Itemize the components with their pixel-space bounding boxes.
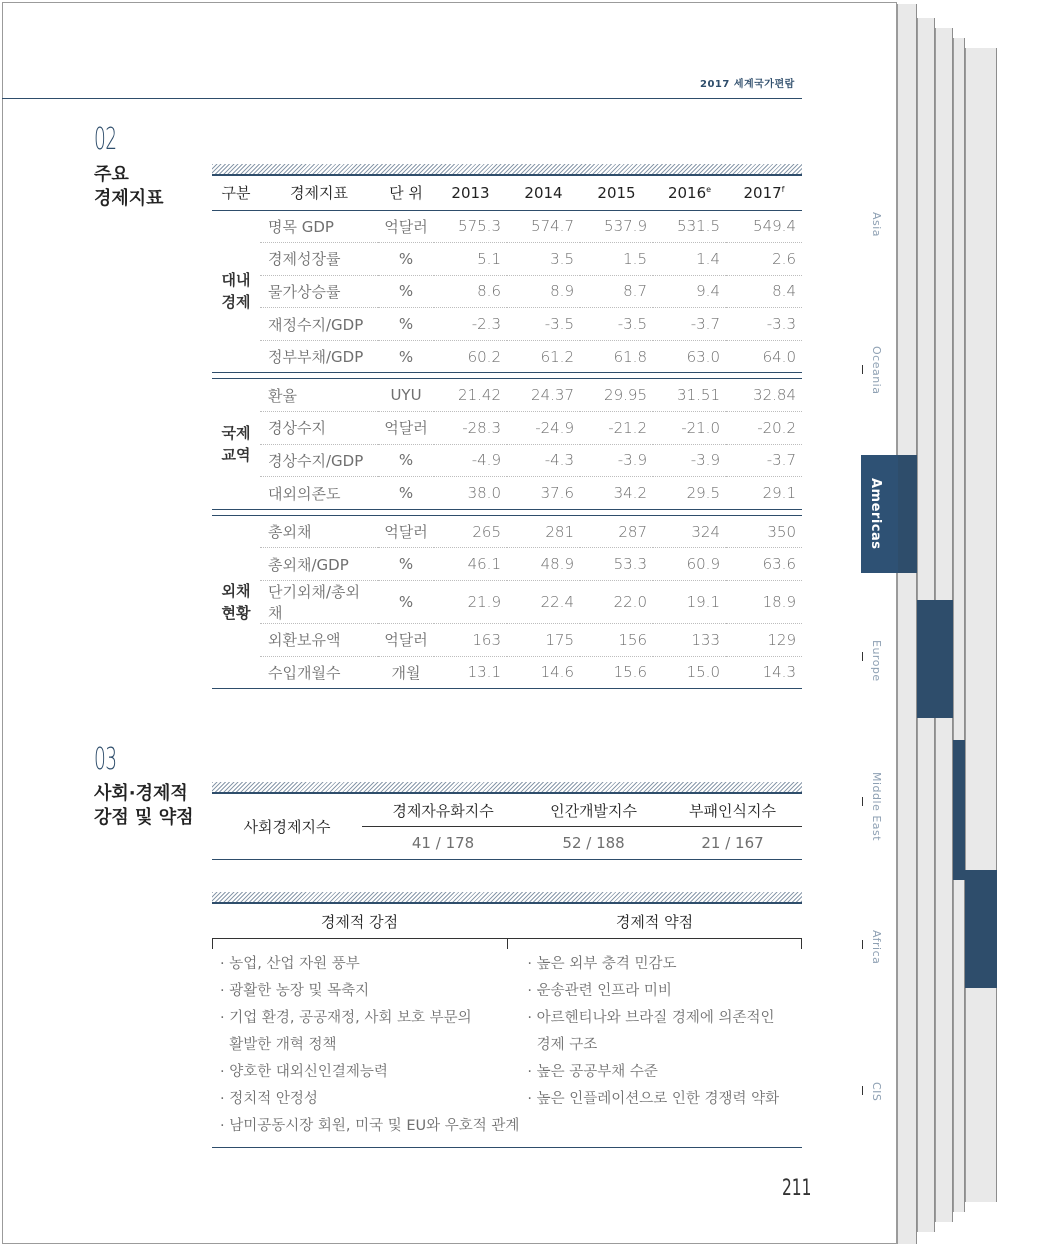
indicator-value: 24.37 xyxy=(507,379,580,412)
table-header-hatch xyxy=(212,164,802,176)
group-label-line: 대내 xyxy=(221,271,251,290)
strengths-header: 경제적 강점 xyxy=(320,913,399,931)
indicator-value: 19.1 xyxy=(653,581,726,624)
indicator-unit: % xyxy=(378,444,434,477)
section-title-line: 강점 및 약점 xyxy=(94,807,194,828)
indicator-value: 18.9 xyxy=(726,581,802,624)
table-row xyxy=(212,444,802,477)
tab-tick xyxy=(862,940,863,949)
page-edge xyxy=(965,48,997,1202)
indicator-unit: % xyxy=(378,477,434,510)
table-row xyxy=(212,624,802,657)
indicator-unit: 억달러 xyxy=(378,210,434,243)
section-title-line: 경제지표 xyxy=(94,188,164,209)
indicator-value: -3.5 xyxy=(507,308,580,341)
indicator-value: -28.3 xyxy=(434,412,507,445)
indicator-value: 46.1 xyxy=(434,548,507,581)
weakness-item: · 높은 외부 충격 민감도 xyxy=(527,956,677,972)
indicator-name: 대외의존도 xyxy=(260,477,378,510)
table-row xyxy=(212,275,802,308)
col-header-year xyxy=(726,176,802,210)
estimate-mark: e xyxy=(706,184,712,194)
indicator-value: -3.5 xyxy=(580,308,653,341)
tab-africa[interactable]: Africa xyxy=(870,930,883,965)
indicator-value: -4.9 xyxy=(434,444,507,477)
indicator-table xyxy=(212,176,802,689)
indicator-value: -3.7 xyxy=(653,308,726,341)
strength-item: · 농업, 산업 자원 풍부 xyxy=(220,956,360,972)
group-label xyxy=(212,210,260,373)
column-tick xyxy=(801,939,802,949)
header-rule xyxy=(2,98,802,99)
indicator-value: 287 xyxy=(580,515,653,548)
indicator-name: 경제성장률 xyxy=(260,243,378,276)
indicator-table-body xyxy=(212,210,802,689)
indicator-value: -24.9 xyxy=(507,412,580,445)
section-number: 02 xyxy=(94,122,117,157)
col-header-group: 구분 xyxy=(212,176,260,210)
indicator-name: 환율 xyxy=(260,379,378,412)
indicator-value: 3.5 xyxy=(507,243,580,276)
indicator-value: 175 xyxy=(507,624,580,657)
strength-item: · 남미공동시장 회원, 미국 및 EU와 우호적 관계 xyxy=(220,1118,520,1134)
indicator-unit: % xyxy=(378,340,434,373)
indicator-value: 8.7 xyxy=(580,275,653,308)
col-header-year: 2013 xyxy=(434,176,507,210)
tab-tick xyxy=(862,365,863,374)
indicator-unit: % xyxy=(378,243,434,276)
edge-tab xyxy=(917,600,953,718)
col-header-unit: 단 위 xyxy=(378,176,434,210)
indicator-unit: % xyxy=(378,548,434,581)
table-row xyxy=(212,515,802,548)
table-header-hatch xyxy=(212,782,802,794)
group-label-line: 외채 xyxy=(221,582,251,601)
indicator-value: 133 xyxy=(653,624,726,657)
index-name: 인간개발지수 xyxy=(524,795,663,826)
tab-tick xyxy=(862,652,863,661)
strength-item: · 정치적 안정성 xyxy=(220,1091,318,1107)
year-label: 2016 xyxy=(667,183,707,202)
page-edge xyxy=(953,38,965,1212)
group-label-line: 교역 xyxy=(221,446,251,465)
strength-item: · 양호한 대외신인결제능력 xyxy=(220,1064,388,1080)
index-label: 사회경제지수 xyxy=(212,795,362,859)
weaknesses-header: 경제적 약점 xyxy=(615,913,694,931)
index-value: 41 / 178 xyxy=(362,826,524,859)
table-row xyxy=(212,243,802,276)
indicator-value: -3.9 xyxy=(653,444,726,477)
group-label-line: 경제 xyxy=(221,293,251,312)
indicator-value: 163 xyxy=(434,624,507,657)
index-table xyxy=(212,795,802,860)
indicator-value: 63.0 xyxy=(653,340,726,373)
indicator-value: 9.4 xyxy=(653,275,726,308)
indicator-value: 29.5 xyxy=(653,477,726,510)
indicator-value: 63.6 xyxy=(726,548,802,581)
indicator-name: 총외채/GDP xyxy=(260,548,378,581)
indicator-value: 38.0 xyxy=(434,477,507,510)
strengths-weaknesses xyxy=(212,906,802,1140)
indicator-name: 경상수지 xyxy=(260,412,378,445)
weakness-item: · 높은 인플레이션으로 인한 경쟁력 약화 xyxy=(527,1091,780,1107)
indicator-value: 265 xyxy=(434,515,507,548)
indicator-value: 537.9 xyxy=(580,210,653,243)
table-row xyxy=(212,412,802,445)
group-label xyxy=(212,515,260,688)
table-row xyxy=(212,548,802,581)
indicator-name: 명목 GDP xyxy=(260,210,378,243)
indicator-name: 단기외채/총외채 xyxy=(260,581,378,624)
indicator-unit: 억달러 xyxy=(378,412,434,445)
col-header-year: 2015 xyxy=(580,176,653,210)
indicator-value: 549.4 xyxy=(726,210,802,243)
indicator-value: 5.1 xyxy=(434,243,507,276)
table-header-row xyxy=(212,176,802,210)
weaknesses-list xyxy=(519,939,802,1140)
index-value: 21 / 167 xyxy=(663,826,802,859)
sw-columns xyxy=(212,939,802,1140)
indicator-value: 575.3 xyxy=(434,210,507,243)
indicator-name: 정부부채/GDP xyxy=(260,340,378,373)
group-label-line: 현황 xyxy=(221,604,251,623)
indicator-value: 1.5 xyxy=(580,243,653,276)
indicator-value: -2.3 xyxy=(434,308,507,341)
tab-tick xyxy=(862,1086,863,1095)
indicator-value: 156 xyxy=(580,624,653,657)
indicator-value: 34.2 xyxy=(580,477,653,510)
indicator-value: 21.9 xyxy=(434,581,507,624)
table-row xyxy=(212,379,802,412)
indicator-unit: % xyxy=(378,308,434,341)
indicator-value: 531.5 xyxy=(653,210,726,243)
indicator-value: 324 xyxy=(653,515,726,548)
strengths-list xyxy=(212,939,519,1140)
col-header-year: 2014 xyxy=(507,176,580,210)
indicator-value: -4.3 xyxy=(507,444,580,477)
table-bottom-rule xyxy=(212,1147,802,1148)
table-row xyxy=(212,477,802,510)
indicator-value: 14.6 xyxy=(507,656,580,689)
column-tick xyxy=(212,939,213,949)
indicator-value: 64.0 xyxy=(726,340,802,373)
weakness-item: · 높은 공공부채 수준 xyxy=(527,1064,658,1080)
indicator-value: 53.3 xyxy=(580,548,653,581)
table-row xyxy=(212,210,802,243)
indicator-name: 재정수지/GDP xyxy=(260,308,378,341)
indicator-value: 574.7 xyxy=(507,210,580,243)
section-title-line: 주요 xyxy=(94,164,129,185)
indicator-value: 15.6 xyxy=(580,656,653,689)
indicator-value: 14.3 xyxy=(726,656,802,689)
indicator-value: 21.42 xyxy=(434,379,507,412)
sw-header-row xyxy=(212,906,802,939)
table-row xyxy=(212,656,802,689)
indicator-unit: % xyxy=(378,581,434,624)
indicator-value: 31.51 xyxy=(653,379,726,412)
section-title-line: 사회·경제적 xyxy=(94,783,188,804)
indicator-name: 경상수지/GDP xyxy=(260,444,378,477)
page-edge xyxy=(897,4,917,1244)
weakness-item: 경제 구조 xyxy=(527,1037,598,1053)
indicator-value: 60.9 xyxy=(653,548,726,581)
tab-europe[interactable]: Europe xyxy=(870,640,883,682)
indicator-value: 8.6 xyxy=(434,275,507,308)
index-name: 부패인식지수 xyxy=(663,795,802,826)
indicator-value: 22.4 xyxy=(507,581,580,624)
group-label-line: 국제 xyxy=(221,424,251,443)
table-row xyxy=(212,340,802,373)
tab-asia[interactable]: Asia xyxy=(870,212,883,238)
index-value: 52 / 188 xyxy=(524,826,663,859)
indicator-name: 외환보유액 xyxy=(260,624,378,657)
edge-tab xyxy=(965,870,997,988)
indicator-unit: 억달러 xyxy=(378,515,434,548)
indicator-name: 총외채 xyxy=(260,515,378,548)
indicator-value: 32.84 xyxy=(726,379,802,412)
edge-tab xyxy=(953,740,965,880)
table-header-hatch xyxy=(212,892,802,904)
col-header-year xyxy=(653,176,726,210)
indicator-value: 29.95 xyxy=(580,379,653,412)
tab-americas[interactable]: Americas xyxy=(868,478,883,550)
indicator-unit: UYU xyxy=(378,379,434,412)
indicator-unit: 개월 xyxy=(378,656,434,689)
edge-tab xyxy=(897,455,917,573)
indicator-value: -20.2 xyxy=(726,412,802,445)
indicator-value: 48.9 xyxy=(507,548,580,581)
weakness-item: · 아르헨티나와 브라질 경제에 의존적인 xyxy=(527,1010,775,1026)
indicator-value: 1.4 xyxy=(653,243,726,276)
indicator-name: 물가상승률 xyxy=(260,275,378,308)
strength-item: · 광활한 농장 및 목축지 xyxy=(220,983,370,999)
tab-cis[interactable]: CIS xyxy=(870,1082,883,1102)
column-tick xyxy=(507,939,508,949)
section-title xyxy=(94,782,193,830)
tab-middle-east[interactable]: Middle East xyxy=(870,772,883,842)
forecast-mark: f xyxy=(781,184,785,194)
indicator-value: 29.1 xyxy=(726,477,802,510)
indicator-value: 281 xyxy=(507,515,580,548)
indicator-value: 61.8 xyxy=(580,340,653,373)
section-title xyxy=(94,163,164,211)
strength-item: · 기업 환경, 공공재정, 사회 보호 부문의 xyxy=(220,1010,472,1026)
indicator-value: -21.0 xyxy=(653,412,726,445)
tab-oceania[interactable]: Oceania xyxy=(870,346,883,395)
indicator-value: 37.6 xyxy=(507,477,580,510)
indicator-value: 2.6 xyxy=(726,243,802,276)
running-head: 2017 세계국가편람 xyxy=(700,79,795,90)
indicator-value: -3.3 xyxy=(726,308,802,341)
indicator-value: -3.9 xyxy=(580,444,653,477)
strength-item: 활발한 개혁 정책 xyxy=(220,1037,337,1053)
indicator-value: -21.2 xyxy=(580,412,653,445)
col-header-indicator: 경제지표 xyxy=(260,176,378,210)
indicator-value: 15.0 xyxy=(653,656,726,689)
indicator-value: 22.0 xyxy=(580,581,653,624)
index-name: 경제자유화지수 xyxy=(362,795,524,826)
indicator-name: 수입개월수 xyxy=(260,656,378,689)
indicator-value: -3.7 xyxy=(726,444,802,477)
section-number: 03 xyxy=(94,742,117,777)
indicator-unit: % xyxy=(378,275,434,308)
indicator-value: 350 xyxy=(726,515,802,548)
indicator-value: 60.2 xyxy=(434,340,507,373)
indicator-unit: 억달러 xyxy=(378,624,434,657)
indicator-value: 61.2 xyxy=(507,340,580,373)
indicator-value: 13.1 xyxy=(434,656,507,689)
table-row xyxy=(212,581,802,624)
indicator-value: 8.4 xyxy=(726,275,802,308)
weakness-item: · 운송관련 인프라 미비 xyxy=(527,983,672,999)
tab-tick xyxy=(862,797,863,806)
page-number: 211 xyxy=(782,1176,812,1201)
year-label: 2017 xyxy=(743,183,782,202)
indicator-value: 8.9 xyxy=(507,275,580,308)
group-label xyxy=(212,379,260,509)
indicator-value: 129 xyxy=(726,624,802,657)
table-row xyxy=(212,308,802,341)
